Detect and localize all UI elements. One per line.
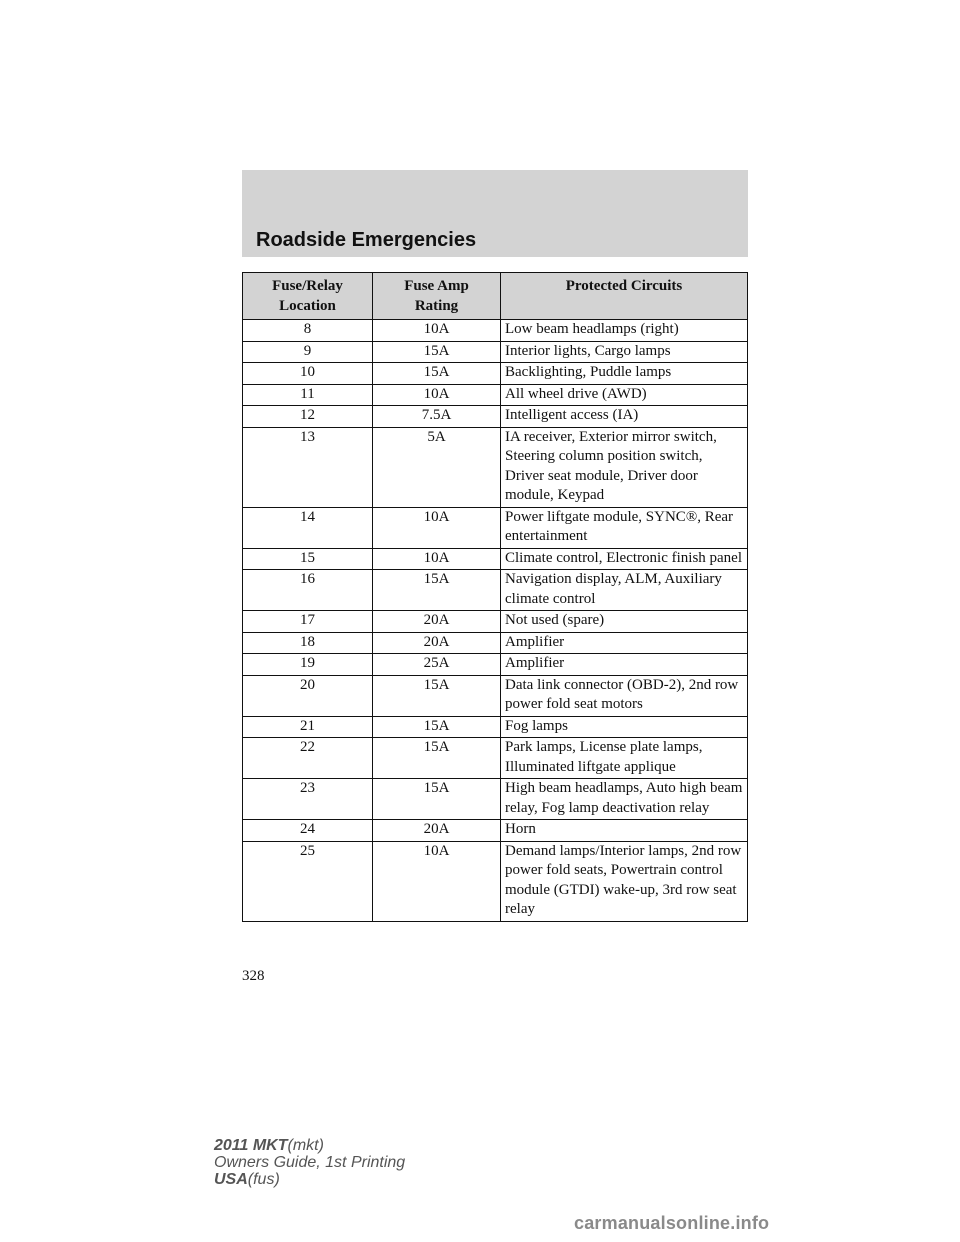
table-row — [243, 384, 748, 406]
protected-circuits-cell: Amplifier — [501, 632, 748, 654]
table-row — [243, 570, 748, 611]
fuse-table — [242, 272, 748, 922]
fuse-table-body — [243, 320, 748, 922]
fuse-rating-cell: 15A — [373, 738, 501, 779]
printing-info-line-1 — [214, 1137, 405, 1154]
table-row — [243, 320, 748, 342]
table-row — [243, 675, 748, 716]
fuse-rating-cell: 25A — [373, 654, 501, 676]
fuse-rating-cell: 15A — [373, 716, 501, 738]
fuse-location-cell: 23 — [243, 779, 373, 820]
fuse-location-cell: 16 — [243, 570, 373, 611]
fuse-location-cell: 8 — [243, 320, 373, 342]
header-label: Fuse Amp Rating — [404, 278, 469, 314]
fuse-rating-cell: 15A — [373, 779, 501, 820]
table-row — [243, 427, 748, 507]
page-number: 328 — [242, 968, 265, 984]
table-row — [243, 611, 748, 633]
fuse-rating-cell: 10A — [373, 384, 501, 406]
table-row — [243, 341, 748, 363]
fuse-location-cell: 11 — [243, 384, 373, 406]
table-header-row — [243, 273, 748, 320]
fuse-location-cell: 21 — [243, 716, 373, 738]
protected-circuits-cell: Climate control, Electronic finish panel — [501, 548, 748, 570]
fuse-rating-cell: 15A — [373, 675, 501, 716]
table-row — [243, 406, 748, 428]
printing-info-line-3 — [214, 1171, 405, 1188]
model-code: (mkt) — [287, 1137, 324, 1154]
protected-circuits-cell: Amplifier — [501, 654, 748, 676]
header-protected-circuits: Protected Circuits — [501, 273, 748, 320]
header-fuse-relay-location — [243, 273, 373, 320]
table-row — [243, 507, 748, 548]
protected-circuits-cell: Fog lamps — [501, 716, 748, 738]
protected-circuits-cell: Data link connector (OBD-2), 2nd row power fold seat motors — [501, 675, 748, 716]
fuse-rating-cell: 10A — [373, 841, 501, 921]
market-label: USA — [214, 1171, 248, 1188]
protected-circuits-cell: Park lamps, License plate lamps, Illuminated liftgate applique — [501, 738, 748, 779]
fuse-location-cell: 10 — [243, 363, 373, 385]
printing-info — [214, 1137, 405, 1188]
protected-circuits-cell: Low beam headlamps (right) — [501, 320, 748, 342]
fuse-rating-cell: 10A — [373, 507, 501, 548]
fuse-location-cell: 9 — [243, 341, 373, 363]
fuse-rating-cell: 10A — [373, 548, 501, 570]
protected-circuits-cell: Backlighting, Puddle lamps — [501, 363, 748, 385]
table-row — [243, 820, 748, 842]
printing-info-line-2: Owners Guide, 1st Printing — [214, 1154, 406, 1171]
protected-circuits-cell: Horn — [501, 820, 748, 842]
fuse-rating-cell: 7.5A — [373, 406, 501, 428]
protected-circuits-cell: Not used (spare) — [501, 611, 748, 633]
model-label: 2011 MKT — [214, 1137, 288, 1154]
protected-circuits-cell: All wheel drive (AWD) — [501, 384, 748, 406]
protected-circuits-cell: Intelligent access (IA) — [501, 406, 748, 428]
table-row — [243, 738, 748, 779]
fuse-location-cell: 12 — [243, 406, 373, 428]
fuse-location-cell: 15 — [243, 548, 373, 570]
fuse-location-cell: 18 — [243, 632, 373, 654]
fuse-rating-cell: 20A — [373, 820, 501, 842]
fuse-rating-cell: 10A — [373, 320, 501, 342]
protected-circuits-cell: IA receiver, Exterior mirror switch, Steering column position switch, Driver seat module, Driver door module, Keypad — [501, 427, 748, 507]
fuse-rating-cell: 20A — [373, 632, 501, 654]
header-label: Fuse/Relay Location — [272, 278, 343, 314]
protected-circuits-cell: Demand lamps/Interior lamps, 2nd row power fold seats, Powertrain control module (GTDI) wake-up, 3rd row seat relay — [501, 841, 748, 921]
header-fuse-amp-rating — [373, 273, 501, 320]
fuse-location-cell: 24 — [243, 820, 373, 842]
fuse-location-cell: 25 — [243, 841, 373, 921]
fuse-location-cell: 22 — [243, 738, 373, 779]
market-code: (fus) — [247, 1171, 280, 1188]
table-row — [243, 841, 748, 921]
fuse-rating-cell: 15A — [373, 363, 501, 385]
protected-circuits-cell: Navigation display, ALM, Auxiliary climate control — [501, 570, 748, 611]
protected-circuits-cell: Interior lights, Cargo lamps — [501, 341, 748, 363]
table-row — [243, 716, 748, 738]
fuse-location-cell: 20 — [243, 675, 373, 716]
fuse-location-cell: 13 — [243, 427, 373, 507]
table-row — [243, 548, 748, 570]
table-row — [243, 654, 748, 676]
fuse-rating-cell: 5A — [373, 427, 501, 507]
watermark-text: carmanualsonline.info — [574, 1213, 770, 1233]
fuse-rating-cell: 15A — [373, 341, 501, 363]
fuse-location-cell: 17 — [243, 611, 373, 633]
fuse-location-cell: 14 — [243, 507, 373, 548]
table-row — [243, 779, 748, 820]
protected-circuits-cell: Power liftgate module, SYNC®, Rear entertainment — [501, 507, 748, 548]
protected-circuits-cell: High beam headlamps, Auto high beam relay, Fog lamp deactivation relay — [501, 779, 748, 820]
fuse-rating-cell: 15A — [373, 570, 501, 611]
fuse-location-cell: 19 — [243, 654, 373, 676]
fuse-rating-cell: 20A — [373, 611, 501, 633]
table-row — [243, 632, 748, 654]
section-title: Roadside Emergencies — [256, 229, 477, 251]
table-row — [243, 363, 748, 385]
